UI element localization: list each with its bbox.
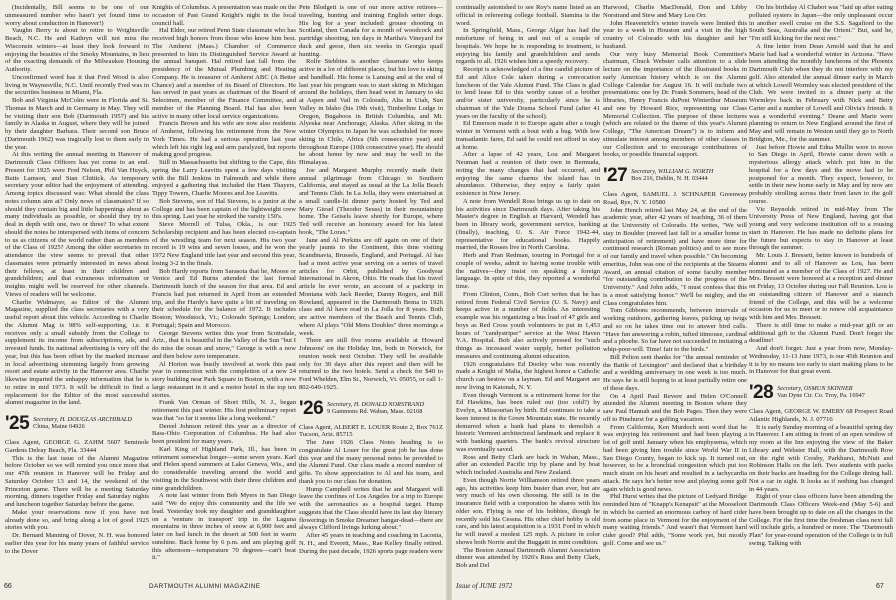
news-paragraph: Jane and Al Perkins are off again on one of their yearly jaunts to the Continent, this time visiting Scandinavia, Brussels, England, and Portugal. Al has had a most active year serving on a series of travel articles for Orbit, published by Goodyear International in Akron, Ohio. He reads that his travel article he ever wrote, an account of a packtrip in Montana with Jack Reeder, Danny Rogers, and Bill Rowland, appeared in the Dartmouth Bema in 1926 class and Al have read in La Jolla for 8 years. Both are active members of the Beach and Tennis Club, where Al plays "Old Mens Doubles" three mornings a week. xyxy=(299,236,443,337)
news-paragraph: Herb and Fran Redman, touring in Portugal for a couple of weeks, admit to having some trouble with the natives—they insist on speaking a foreign language. In spite of this, they reported a wonderful time. xyxy=(456,252,600,290)
class-year: '27 xyxy=(603,165,628,186)
news-paragraph: Class Agent, GEORGE W. EMERY 68 Prospect Road Atlantic Highlands, N. J. 07716 xyxy=(749,408,893,423)
class-secretary xyxy=(327,400,424,416)
column-6 xyxy=(749,4,893,576)
news-paragraph: Francis Brown and his wife are now also residents of Amherst, following his retirement from the New York Times. He had a serious operation last year which left his right leg and arm paralyzed, but reports making good progress. xyxy=(152,120,296,159)
class-year: '26 xyxy=(299,397,324,419)
news-paragraph: Pete Blodgett is one of our more active retirees—traveling, hunting and training English setter dogs. His log for a year included: grouse shooting in Scotland, then Canada for a month of woodcock and partridge shooting, ten days in Martha's Vineyard for duck and geese, then six weeks in Georgia quail hunting. xyxy=(299,4,443,58)
news-paragraph: Bill Pelton sent thanks for "the annual reminder of the Battle of Lexington" and declared that a birthday and a wedding anniversary in one week is too much. He says he is still hoping to at least partially retire one of these days. xyxy=(603,353,747,392)
news-paragraph: Bob and Virginia McColm were in Florida and St. Thomas in March and in Germany in May. They will be visiting their son Bob (Dartmouth 1957) and his family in Alaska in August, where they will be joined by their daughter Barbara. Their second son Bruce (Dartmouth 1962) was tragically lost to them early in the year. xyxy=(5,97,149,151)
news-paragraph: The June 1926 Class Notes heading is to congratulate Al Louer for the great job he has done this year and the many personal notes he provided to the Alumni Fund. Our class made a record number of gifts. To show appreciation to Al and his team, and thank you to our class for donation. xyxy=(299,439,443,485)
news-paragraph: Bob Hardy reports from Sarasota that he, Moose or Venice and Ed Burns attended the last formal Dartmouth lunch of the season for that area. Ed and Francis had just returned in April from an extended trip, and the Hardy's have quite a bit of traveling on their schedule for the balance of 1972. It includes Boston; Woodstock, Vt.; Colorado Springs; London; Portugal; Spain and Morocco. xyxy=(152,267,296,329)
news-paragraph: George Stevens writes this year from Scottsdale, Ariz., that it is beautiful in the Valley of the Sun "but I do miss the ocean and snow," George is with a now and then below zero temperature. xyxy=(152,329,296,360)
news-paragraph: Receipt is acknowledged of a fine candid picture of Ed and Alice Cole taken during a convocation luncheon of the Yale Alumni Fund. The Class is glad to lend lease Ed to this worthy cause of a brother and/or sister university, particularly since he is chairman of the Yale Drama School Fund (after 41 years on the faculty of the school). xyxy=(456,66,600,120)
news-paragraph: Knights of Columbus. A presentation was made on the occasion of Past Grand Knight's night in the local council hall. xyxy=(152,4,296,27)
news-paragraph: Phil Hurst writes that the picture of Ledyard Bridge reminded him of "Knapp's Kenapsit" at the Mooseloot in which he carried an enormous carboy of hard cider from some place in Vermont for the enjoyment of the many waiting friends." And wasn't that Vermont hard cider good? Phil adds, "Some work yet, but mostly golf. Come and see us." xyxy=(603,493,747,547)
news-paragraph: Al Horton was busily involved at work this past year in connection with the completion of a new 24 story building near Park Square in Boston, with a new large restaurant in it and a motor hotel in the top ten stories. xyxy=(152,360,296,399)
news-paragraph: Even though Vermont is a retirement home for the Ed Hawkins, has been ruled out (too cold?) by Evelyn, a Missourian by birth. Ed continues to take a keen interest in the Green Mountain state. He recently demurred when a bank had plans to demolish a historic Vermont architectural landmark and replace it with banking quarters. The bank's revival structure was eventually saved. xyxy=(456,391,600,453)
news-paragraph: Hal Elder, our retired Penn State classmate who has received high honors from those who know him best. The Amherst (Mass.) Chamber of Commerce presented to him its Distinguished Service Award at the annual banquet. Hal retired last fall from the presidency of the Mutual Plumbing and Heating Company. He is treasurer of Amherst ABC (A Better Chance) and a member of its Board of Directors. He has served in past years as chairman of the Board of Selectmen, member of the Finance Committee, and member of the Planning Board. Hal has also been active in many other local service organizations. xyxy=(152,27,296,120)
secretary-address: Van Dyne Cir. Co. Troy, Pa. 16947 xyxy=(777,392,865,400)
page-number-left: 66 xyxy=(4,583,12,590)
news-paragraph: Class Agent, SAMUEL J. SCHNAPER Greenway Road, Rye, N. Y. 10580 xyxy=(603,191,747,206)
news-paragraph: Our very busy Memorial Book Committee's chairman, Chuck Webster calls attention to a slide lecture on the importance of the illustrated books in early American history which is on the Alumni College Calendar for August 16. It will include two presentations: one by Dr. Frank Sommers, head of the libraries, Henry Francis duPont Winterthur Museum and one by Howard Rice, representing our Class Memorial Collection. The purpose of these lectures (which are related to the theme of this year's Alumni College, "The American Dream") is to inform and stimulate interest among members of other classes in our Collection and to encourage contributions of books, or possible financial support. xyxy=(603,50,747,159)
news-paragraph: After a lapse of 42 years, Lou and Margaret Neuman had a reunion of their own in Bermuda, noting the many changes that had occurred, and enjoying the same charms the island has in abundance. Otherwise, they enjoy a fairly quiet existence in New Jersey. xyxy=(456,151,600,197)
news-paragraph: There is still time to make a mid-year gift or an additional gift to the Alumni Fund. Don't forget the deadline! xyxy=(749,321,893,345)
news-paragraph: A fine letter from Dean Arnold said that he and Marie had had a wonderful winter in Arizona. "Have been attending the monthly luncheons of the Phoenix Dartmouth Club when they do not interfere with my golf. Also attended the annual dinner early in March at which Lowell Wormley was elected president of the Club. We were invited to a dinner party at the Wormleys back in February with Nick and Betty Carter and a number of Lowell and Olivia's friends. It was a wonderful evening." Deane and Marie were planning to return to New England around the first of May and will remain in Weston until they go to North Bridgton, Me., for the summer. xyxy=(749,42,893,143)
column-4 xyxy=(456,4,600,576)
secretary-name: Secretary, WILLIAM G. NORTH xyxy=(631,168,714,175)
news-paragraph: continually astonished to see Roy's name listed as an official in refereeing college football. Stamina is the word. xyxy=(456,4,600,27)
news-paragraph: Charlie Widmayer, as Editor of the Alumni Magazine, supplied the class secretaries with a very useful report about this vehicle. According to Charlie the Alumni Mag is 98% self-supporting, i.e. it receives only a small subsidy from the College to supplement its income from subscriptions, ads, and invested funds. Its national advertising is very off the year, but this has been offset by the marked increase in local advertising stemming largely from growing resort and estate activity in the Hanover area. Charlie likewise imparted the unhappy information that he is to retire in mid 1973. It will be difficult to find a replacement for the Editor of the most successful alumni magazine in the land. xyxy=(5,298,149,407)
news-paragraph: Eight of your class officers have been attending the Dartmouth Class Officers Week-end (May 5-6) and have been brought up to date on all the changes in the College. For the first time the freshman class next fall will include girls, a hundred or more. The "Dartmouth Plan" for year-round operation of the College is in full swing. Talking with xyxy=(749,493,893,547)
news-paragraph: In Springfield, Mass., George Algar has had the misfortune of being in and out of a couple of hospitals. We hope he is responding to treatment, is enjoying his family and grandchildren and sends regards to all. 1926 wishes him a speedy recovery. xyxy=(456,27,600,66)
news-paragraph: Bob Stevens, son of Hal Stevens, is a junior at the College and has been captain of the lightweight crew this spring. Last year he stroked the varsity 150's. xyxy=(152,197,296,221)
secretary-address: Box 216, Dublin, N. H. 03444 xyxy=(631,175,708,183)
news-paragraph: It is early Sunday morning of a beautiful spring day in Hanover. I am sitting in front of an open window of my room at the Inn enjoying the view of the Baker Library and Webster Hall, with the Dartmouth Row on the right with Crosby, Parkhurst, McNutt and Robinson Halls on the left. Two students with packs on their backs are heading for the College dining hall. Not a car in sight. It looks as if nothing has changed in 44 years. xyxy=(749,423,893,493)
news-paragraph: Ed Emerson made it to Europe again after a tough winter in Vermont with a bout with a bug. With low transatlantic fares, Ed said he could not afford to stay at home. xyxy=(456,120,600,151)
class-secretary xyxy=(777,384,865,400)
news-paragraph: Harwood, Charlie MacDonald, Don and Libby Norstrand and Stew and Mary Lou Orr. xyxy=(603,4,747,19)
news-paragraph: This is the last issue of the Alumni Magazine before October so we will remind you once more that our 47th reunion in Hanover will be Friday and Saturday October 13 and 14, the weekend of the Princeton game. There will be a meeting Saturday morning, dinners together Friday and Saturday nights and luncheon together Saturday before the game. xyxy=(5,454,149,508)
news-paragraph: Make your reservations now if you have not already done so, and bring along a lot of good 1925 stories with you. xyxy=(5,508,149,532)
news-paragraph: Frank Van Orman of Short Hills, N. J., began retirement this past winter. His first preliminary report was that "so far it seems like a long weekend." xyxy=(152,399,296,422)
class-heading xyxy=(749,384,893,402)
secretary-address: China, Maine 04926 xyxy=(33,423,85,431)
news-paragraph: Class Agent, GEORGE G. ZAHM 5607 Seminole Gardens Delray Beach, Fla. 33444 xyxy=(5,439,149,454)
class-heading xyxy=(299,397,443,419)
news-paragraph: The Boston Annual Dartmouth Alumni Association dinner was attended by 1926's Russ and Betty Clark, Bob and Del xyxy=(456,546,600,569)
class-year: '28 xyxy=(749,382,774,403)
class-secretary xyxy=(33,415,132,431)
news-paragraph: Steve Morrell of Tulsa, Okla., is our 1925 Scholarship recipient and has been elected co-captain of the wrestling team for next season. His two year record is 19 wins and seven losses, and he won the 1972 New England title last year and second this year, losing 3-2 in the finals. xyxy=(152,221,296,267)
news-paragraph: Joe and Margaret Murphy recently made their annual pilgrimage from Chicago to Southern California, and stayed as usual at the La Jolla Beach and Tennis Club. In La Jolla, they were entertained at a small candle-lit dinner party hosted by Ted and Mary Giesel (Theodor Seuss) in their mountaintop home. The Geisels leave shortly for Europe, where Ted will receive an honorary award for his latest book, "The Lorax." xyxy=(299,166,443,236)
news-paragraph: Class Agent, ALBERT E. LOUER Route 2, Box 761Z Tucson, Ariz. 85715 xyxy=(299,423,443,439)
news-paragraph: At this writing the annual meeting in Hanover of Dartmouth Class Officers has yet come to an end. Present for 1925 were Fred Nelson, Phil Van Huyck, Butts Lamson, and Stan Chittick. As temporary secretary your editor had the enjoyment of attending. Among topics discussed was: What should the class notes column aim at? Only news of classmates? If so should they contain big and little happenings about as many individuals as possible, or should they try to deal in depth with one, two or three? To what extent should the notes be interspersed with items of concern to us as citizens of the world rather than as members of the Class of 1925? Among the older secretaries in attendance the view seems to prevail that other classmates were primarily interested in news about their fellows, at least in their children and grandchildren; and that extraneous information or insights might well be reserved for other channels. Views of readers will be welcome. xyxy=(5,151,149,298)
news-paragraph: After 45 years in teaching and coaching in Laconia, N. H., and Everett, Mass., Rae Kelley finally retired. During the past decade, 1926 sports page readers were xyxy=(299,532,443,555)
secretary-name: Secretary, H. DOUGLAS ARCHIBALD xyxy=(33,416,132,423)
news-paragraph: From Clinton, Conn., Bob Cort writes that he has retired from Federal Civil Service (U. S. Navy) and keeps active in a number of fields. An interesting example was his organizing a bus load of 47 girls and boys as Red Cross youth volunteers to put in 1,453 hours of "candystriper" service at the West Haven V.A. Hospital. Bob also actively pressed for "such things as increased water supply, better pollution measures and continuing alumni education. xyxy=(456,290,600,360)
news-paragraph: Ross and Betty Clark are back in Waban, Mass., after an extended Pacific trip by plane and by boat which included Australia and New Zealand. xyxy=(456,453,600,476)
news-paragraph: Just before Howie and Edna Mullin were to move to San Diego in April, Howie came down with a mysterious allergy attack which put him in the hospital for a few days and the move had to be postponed for a month. They expect, however, to settle in their new home early in May and by now are probably strolling across their front lawn to the golf course. xyxy=(749,143,893,205)
page-number-right: 67 xyxy=(876,583,884,590)
news-paragraph: And don't forget: Just a year from now, Monday-Wednesday, 11-13 June 1973, is our 45th Reunion and it is by no means too early to start making plans to be in Hanover for that great event. xyxy=(749,345,893,376)
news-paragraph: Mr. Louis J. Bressett, better known to hundreds of alumni and to all of Hanover as Lou, has been nominated as a member of the Class of 1927. He and Mrs. Bressett were honored at a reception and dinner on Friday, 13 October during our Fall Reunion. Lou is an outstanding citizen of Hanover and a staunch friend of the College, and this will be a welcome occasion for us to meet or to renew old acquaintance with him and Mrs. Bressett. xyxy=(749,252,893,321)
news-paragraph: John Hench retired last May 24, at the end of the academic year, after 42 years of teaching, 36 of them at the University of Colorado. He writes, "We will stay in Boulder (moved last fall to a smaller home in anticipation of retirement) and have more time for continued research (Roman politics) and to see more of our family and travel when possible." On becoming emeritus, John was one of the recipients at the Stearns Award, an annual citation of some faculty member "for outstanding contribution to the progress of the University." And John adds, "I must confess that this is a most satisfying honor." We'll be mighty, and the Class congratulates him. xyxy=(603,206,747,307)
secretary-name: Secretary, H. DONALD NORSTRAND xyxy=(327,400,424,408)
news-paragraph: (Incidentally, Bill seems to be one of our unmeasured number who hasn't yet found time to worry about conduction in Hanover!) xyxy=(5,4,149,27)
news-paragraph: A note last winter from Bob Myers in San Diego said "We do enjoy this community and the life we lead. Yesterday took my daughter and granddaughter on a 'venture in transport' trip in the Laguna mountains in three inches of snow at 6,900 feet and later on had lunch in the desert at 500 feet in warm sunshine. Back home by 6 p.m. and am playing golf this afternoon—temperature 70 degrees—can't beat it." xyxy=(152,492,296,562)
news-paragraph: Tom Gibbons recommends, between intervals of working outdoors, gathering leaves, picking up twigs and so on he takes time out to answer bird calls. "Have fun answering a robin, tufted titmouse, cardinal and a phoebe. So far have not succeeded in imitating a whip-poor-will. Time! fair to the birds." xyxy=(603,307,747,353)
secretary-name: Secretary, OSMUN SKINNER xyxy=(777,385,853,392)
news-paragraph: There are still five rooms available at Howard Johnsons' on the Holiday Inn, both in Norwich, for reunion week next October. They will be available only for 30 days after this report and then will be returned to the two hotels. Send a check for $40 to Ford Whelden, Elm St., Norwich, Vt. 05055, or call 1-802-649-1925. xyxy=(299,337,443,391)
page-gutter xyxy=(446,0,452,600)
column-1 xyxy=(5,4,149,576)
news-paragraph: On 4 April Paul Revere and Helen O'Connell attended the Alumni meeting in Boston where they saw Paul Hannah and the Bob Pages. Then they were off to Pinehurst for a golfing vacation. xyxy=(603,392,747,423)
news-paragraph: Vaughn Berry is about to retire to Wrightsville Beach, N.C. He and Kathryn will not miss the Wisconsin winters—at least they look forward to enjoying the beauties of the Smoky Mountains, in lieu of the exacting demands of the Milwaukee Housing Authority. xyxy=(5,27,149,73)
secretary-address: 9 Gammons Rd. Waban, Mass. 02168 xyxy=(327,407,423,415)
news-paragraph: On his birthday Al Chabot was "laid up after eating polluted oysters in Japan—the only unpleasant occur in another swell cruise on the S.S. Sagafiord to the South Seas, Australia and the Orient." But, said he, "I'm still kicking for the next one." xyxy=(749,4,893,42)
news-paragraph: Rolfe Stebbins is another classmate who keeps active in a lot of different places, but his love is skiing and handball. His home is Lansing and at the end of last year his program was to start skiing in Michigan around the holidays, then head west in January to ski at Aspen and Vail in Colorado, Alta in Utah, Sun Valley in Idaho (his 19th visit), Timberline Lodge in Oregon, Bugaboos in British Columbia, and Mt. Alyeska near Anchorage, Alaska. After skiing in the winter Olympics in Japan he was scheduled for more skiing in Chile, Africa (6th consecutive year) and throughout Europe (10th consecutive year). He should be about home by now and may be well in the Himalayas. xyxy=(299,58,443,166)
news-paragraph: A note from Wendell Ross brings us up to date on his activities since Dartmouth days. After taking his Master's degree in English at Harvard, Wendell has been in library work, government service, banking (finally), teaching, U. S. Air Force 1942-44, representative for educational books. Happily married, the Rosses live in North Carolina. xyxy=(456,197,600,252)
class-heading xyxy=(5,415,149,433)
class-year: '25 xyxy=(5,413,30,434)
news-paragraph: 1926 congratulates Ed Dooley who was recently made a Knight of Malta, the highest honor a Catholic church can bestow on a layman. Ed and Margaret are now living in Katonah, N. Y. xyxy=(456,360,600,391)
news-paragraph: Dereel Johnson retired this year as a director of Bass-Ohio Corporation of Columbus. He had also been president for many years. xyxy=(152,422,296,445)
news-paragraph: Unconfirmed word has it that Fred Wood is also living in Waynesville, N.C. Until recently Fred was in the securities business in Miami, Fla. xyxy=(5,73,149,97)
news-paragraph: John Heavenrich's winter travels were limited this year to a week in Houston and a visit in the high country of Colorado with his daughter and her husband. xyxy=(603,19,747,50)
column-3 xyxy=(299,4,443,576)
news-paragraph: Vic Reynolds retired in mid-May from The University Press of New England, having got that young and very welcome institution off to a rousing start in Hanover. He has made no definite plans for the future but expects to stay in Hanover at least through the summer. xyxy=(749,205,893,252)
news-paragraph: Dr. Bernard Manning of Dover, N. H. was honored earlier this year for his many years of faithful service to the Dover xyxy=(5,532,149,555)
news-paragraph: Still in Massachusetts but shifting to the Cape, this spring the Larry Leavitts spent a few days visiting with the Bill Jenkins in Falmouth and while there enjoyed a gathering that included the Ham Thayers, Tippy Towers, Charlie Moores and Joe Leavitts. xyxy=(152,159,296,197)
column-2 xyxy=(152,4,296,576)
column-5 xyxy=(603,4,747,576)
news-paragraph: Karl King of Highland Park, Ill., has been in retirement somewhat longer—some seven years. Karl and Helen spend summers at Lake Geneva, Wis., and do considerable traveling around the world and visiting in the Southwest with their three children and nine grandchildren. xyxy=(152,445,296,492)
magazine-title-footer: DARTMOUTH ALUMNI MAGAZINE xyxy=(149,583,261,590)
news-paragraph: From California, Ken Murdoch sent word that he was enjoying his retirement and had been playing a lot of golf until January when his emphysema, which had been giving him trouble since World War II in San Diego County, began to kick up. It turned out, however, to be a bronchial congestion which put too much strain on his heart and resulted in a tachycardia attack. He says he's better now and playing some golf again which is good news. xyxy=(603,423,747,493)
issue-footer: Issue of JUNE 1972 xyxy=(456,582,513,590)
class-heading xyxy=(603,167,747,185)
news-paragraph: Hump Campbell writes that he and Margaret will leave the confines of Los Angeles for a trip to Europe with the aeronautics as a hospital target. Hump suggests that the Class should have its last day literary flowerings in Smoke Dreamer hangar-dead—there are always Clifford livings lurking about." xyxy=(299,485,443,532)
news-paragraph: Even though Norrie Williamson retired three years ago, his activities keep him busier than ever, but are very much of his own choosing. He still is in the insurance field with a corporation he shares with his older son. Flying is one of his hobbies, though he recently sold his Cessna. His other chief hobby is old cars, and his latest acquisition is a 1931 Ford in which he will travel a modest 125 mph. A picture in color shows both Norrie and the Buggatti in mint condition. xyxy=(456,476,600,546)
class-secretary xyxy=(631,167,713,183)
